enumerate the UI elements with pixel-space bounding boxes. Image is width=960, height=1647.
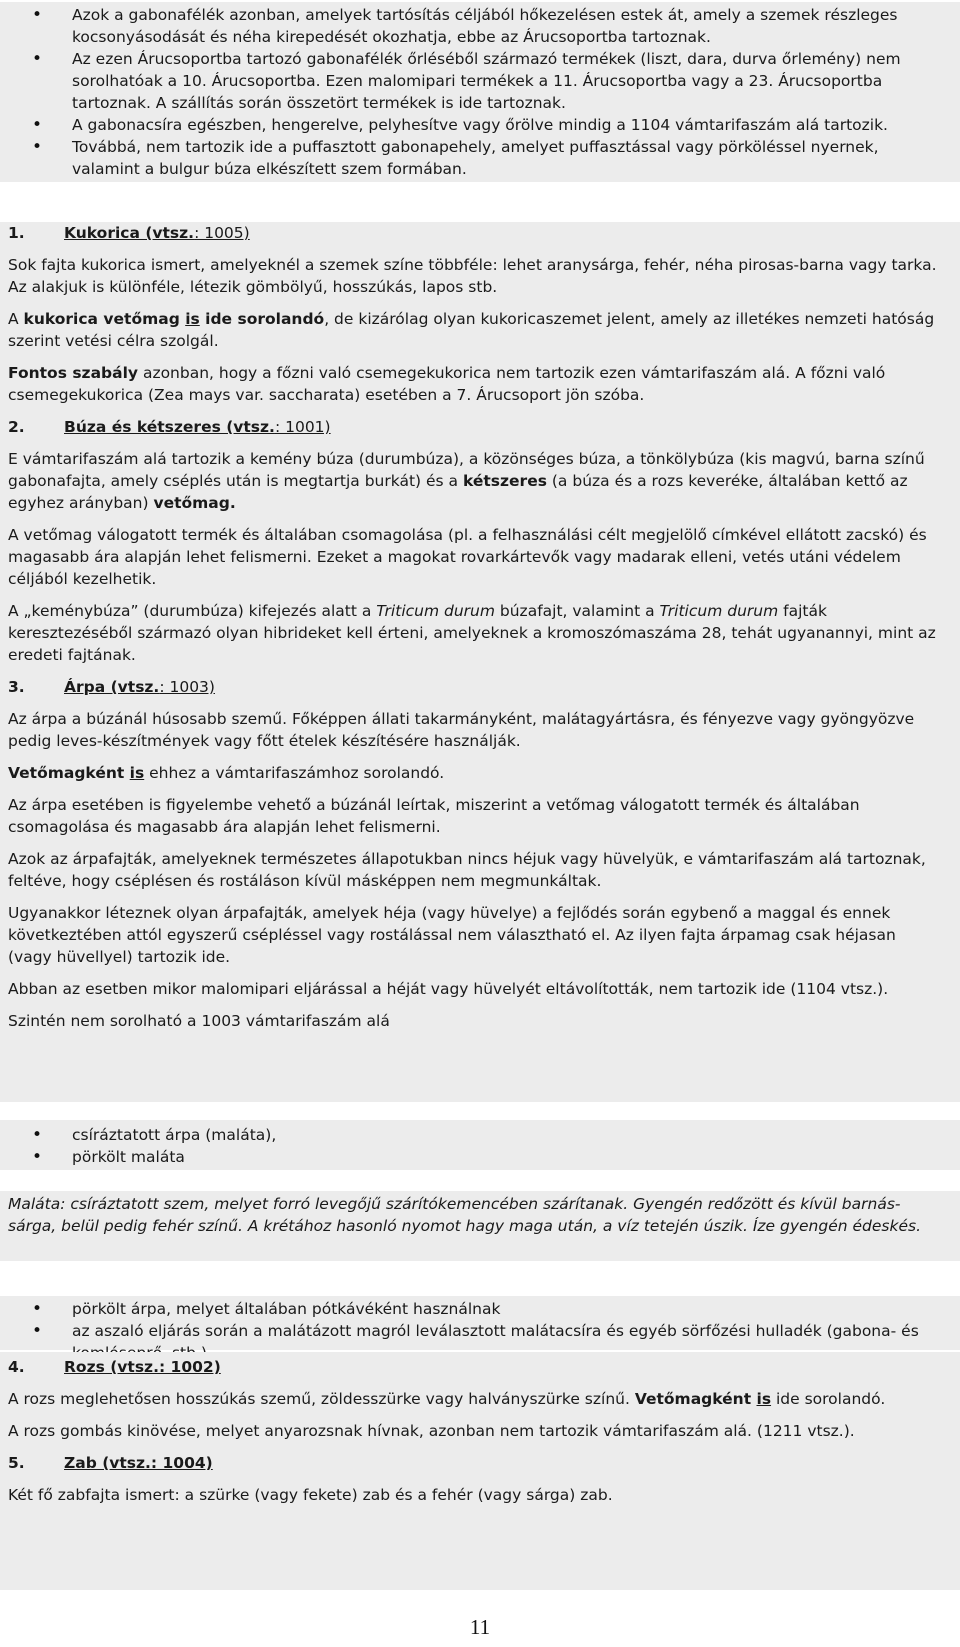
list-item: • Továbbá, nem tartozik ide a puffasztott gabonapehely, amelyet puffasztással vagy pörköléssel nyernek, valamint a bulgur búza elkészített szem formában. — [0, 136, 960, 180]
list-item: • csíráztatott árpa (maláta), — [0, 1124, 960, 1146]
paragraph: Azok az árpafajták, amelyeknek természetes állapotukban nincs héjuk vagy hüvelyük, e vámtarifaszám alá tartoznak, feltéve, hogy cséplésen és rostáláson kívül másképpen nem megmunkáltak. — [8, 850, 926, 890]
section-heading-zab: 5. Zab (vtsz.: 1004) — [8, 1454, 213, 1472]
paragraph: Abban az esetben mikor malomipari eljárással a héját vagy hüvelyét eltávolították, nem tartozik ide (1104 vtsz.). — [8, 980, 889, 998]
malta-note: Maláta: csíráztatott szem, melyet forró levegőjű szárítókemencében szárítanak. Gyengén redőzött és kívül barnás-sárga, belül pedig fehér színű. A krétához hasonló nyomot hagy maga után, a víz tetején úszik. Íze gyengén édeskés. — [0, 1191, 960, 1261]
paragraph: Vetőmagként is ehhez a vámtarifaszámhoz sorolandó. — [8, 764, 445, 782]
section-heading-buza: 2. Búza és kétszeres (vtsz.: 1001) — [8, 418, 331, 436]
paragraph: A kukorica vetőmag is ide sorolandó, de kizárólag olyan kukoricaszemet jelent, amely az illetékes nemzeti hatóság szerint vetési célra szolgál. — [8, 310, 935, 350]
paragraph: E vámtarifaszám alá tartozik a kemény búza (durumbúza), a közönséges búza, a tönkölybúza (kis magvú, barna színű gabonafajta, amely cséplés után is megtartja burkát) és a kétszeres (a búza és a rozs keveréke, általában kettő az egyhez arányban) vetőmag. — [8, 450, 925, 512]
paragraph: Két fő zabfajta ismert: a szürke (vagy fekete) zab és a fehér (vagy sárga) zab. — [8, 1486, 613, 1504]
paragraph: A „keménybúza” (durumbúza) kifejezés alatt a Triticum durum búzafajt, valamint a Triticum durum fajták keresztezéséből származó olyan hibrideket kell érteni, amelyeknek a kromoszómaszáma 28, tehát ugyanannyi, mint az eredeti fajtának. — [8, 602, 936, 664]
bullet-list-top — [0, 2, 960, 182]
main-content — [0, 222, 960, 1102]
paragraph: A rozs gombás kinövése, melyet anyarozsnak hívnak, azonban nem tartozik vámtarifaszám alá. (1211 vtsz.). — [8, 1422, 855, 1440]
bullet-list-mid — [0, 1120, 960, 1170]
paragraph: A rozs meglehetősen hosszúkás szemű, zöldesszürke vagy halványszürke színű. Vetőmagként is ide sorolandó. — [8, 1390, 886, 1408]
paragraph: A vetőmag válogatott termék és általában csomagolása (pl. a felhasználási célt megjelölő címkével ellátott zacskó) és magasabb ára alapján lehet felismerni. Ezeket a magokat rovarkártevők vagy madarak elleni, vetés utáni védelem céljából kezelhetik. — [8, 526, 927, 588]
section-heading-kukorica: 1. Kukorica (vtsz.: 1005) — [8, 224, 250, 242]
list-item: • pörkölt árpa, melyet általában pótkávéként használnak — [0, 1298, 960, 1320]
section-heading-arpa: 3. Árpa (vtsz.: 1003) — [8, 678, 215, 696]
paragraph: Fontos szabály azonban, hogy a főzni való csemegekukorica nem tartozik ezen vámtarifaszám alá. A főzni való csemegekukorica (Zea mays var. saccharata) esetében a 7. Árucsoport jön szóba. — [8, 364, 886, 404]
paragraph: Ugyanakkor léteznek olyan árpafajták, amelyek héja (vagy hüvelye) a fejlődés során egybenő a maggal és ennek következtében attól egyszerű csépléssel vagy rostálással nem választható el. Az ilyen fajta árpamag csak héjasan (vagy hüvellyel) tartozik ide. — [8, 904, 896, 966]
bullet-list-bottom — [0, 1296, 960, 1350]
paragraph: Az árpa esetében is figyelembe vehető a búzánál leírtak, miszerint a vetőmag válogatott termék és általában csomagolása és magasabb ára alapján lehet felismerni. — [8, 796, 860, 836]
paragraph: Szintén nem sorolható a 1003 vámtarifaszám alá — [8, 1012, 390, 1030]
list-item: • pörkölt maláta — [0, 1146, 960, 1168]
paragraph: Az árpa a búzánál húsosabb szemű. Főképpen állati takarmányként, malátagyártásra, és fényezve vagy gyöngyözve pedig leves-készítmények vagy főtt ételek készítésére használják. — [8, 710, 915, 750]
rozs-zab-content — [0, 1352, 960, 1590]
page-number: 11 — [469, 1615, 491, 1639]
list-item: • A gabonacsíra egészben, hengerelve, pelyhesítve vagy őrölve mindig a 1104 vámtarifaszám alá tartozik. — [0, 114, 960, 136]
paragraph: Sok fajta kukorica ismert, amelyeknél a szemek színe többféle: lehet aranysárga, fehér, néha pirosas-barna vagy tarka. Az alakjuk is különféle, létezik gömbölyű, hosszúkás, lapos stb. — [8, 256, 937, 296]
list-item: • az aszaló eljárás során a malátázott magról leválasztott malátacsíra és egyéb sörfőzési hulladék (gabona- és — [0, 1320, 960, 1364]
section-heading-rozs: 4. Rozs (vtsz.: 1002) — [8, 1358, 221, 1376]
list-item: • Az ezen Árucsoportba tartozó gabonafélék őrléséből származó termékek (liszt, dara, durva őrlemény) nem sorolhatóak a 10. Árucsoportba. Ezen malomipari termékek a 11. Árucsoportba vagy a 23. Árucsoportba tartoznak. A szállítás során összetört termékek is ide tartoznak. — [0, 48, 960, 114]
list-item: • Azok a gabonafélék azonban, amelyek tartósítás céljából hőkezelésen estek át, amely a szemek részleges kocsonyásodását és néha kirepedését okozhatja, ebbe az Árucsoportba tartoznak. — [0, 4, 960, 48]
